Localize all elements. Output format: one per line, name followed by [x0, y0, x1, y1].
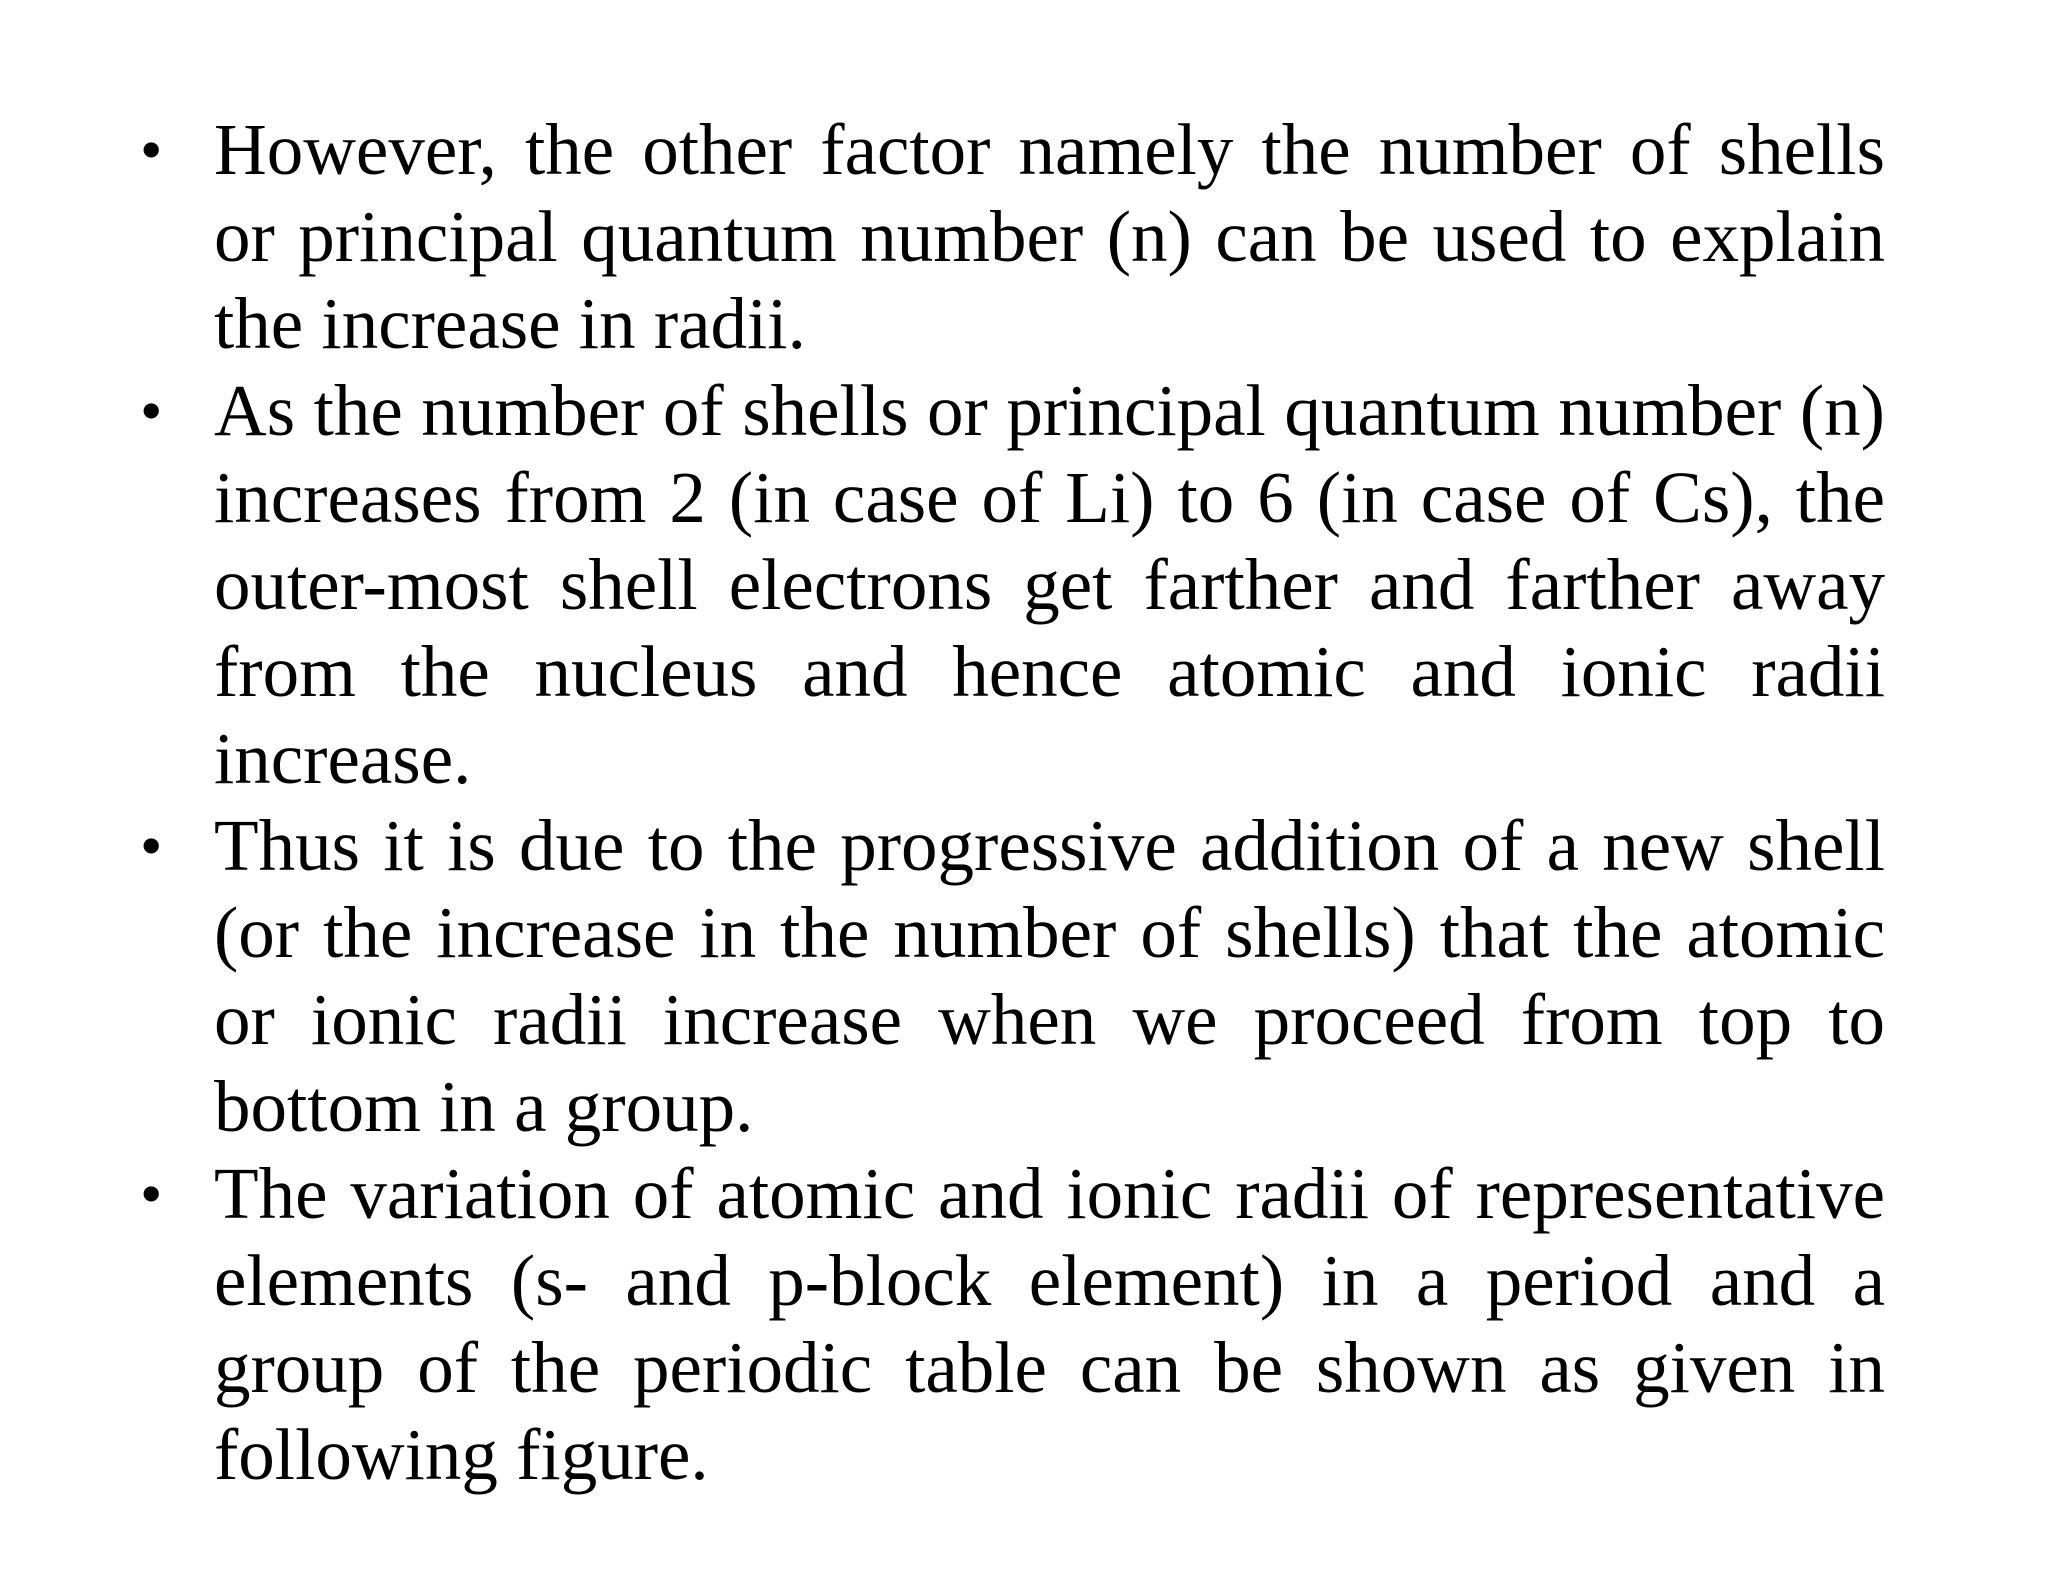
bullet-item — [140, 1150, 1885, 1498]
bullet-text: As the number of shells or principal quantum number (n) increases from 2 (in case of Li) to 6 (in case of Cs), the outer-most shell electrons get farther and farther away from the nucleus and hence atomic and ionic radii increase. — [214, 370, 1885, 799]
bullet-text: However, the other factor namely the number of shells or principal quantum number (n) can be used to explain the increase in radii. — [214, 109, 1885, 364]
bullet-text: Thus it is due to the progressive addition of a new shell (or the increase in the number of shells) that the atomic or ionic radii increase when we proceed from top to bottom in a group. — [214, 805, 1885, 1147]
bullet-dot-icon: • — [140, 810, 163, 881]
bullet-text: The variation of atomic and ionic radii of representative elements (s- and p-block element) in a period and a group of the periodic table can be shown as given in following figure. — [214, 1153, 1885, 1495]
bullet-dot-icon: • — [140, 1158, 163, 1229]
bullet-dot-icon: • — [140, 375, 163, 446]
bullet-item — [140, 106, 1885, 367]
bullet-item — [140, 367, 1885, 802]
bullet-item — [140, 802, 1885, 1150]
bullet-list — [140, 106, 1885, 1498]
bullet-dot-icon: • — [140, 114, 163, 185]
